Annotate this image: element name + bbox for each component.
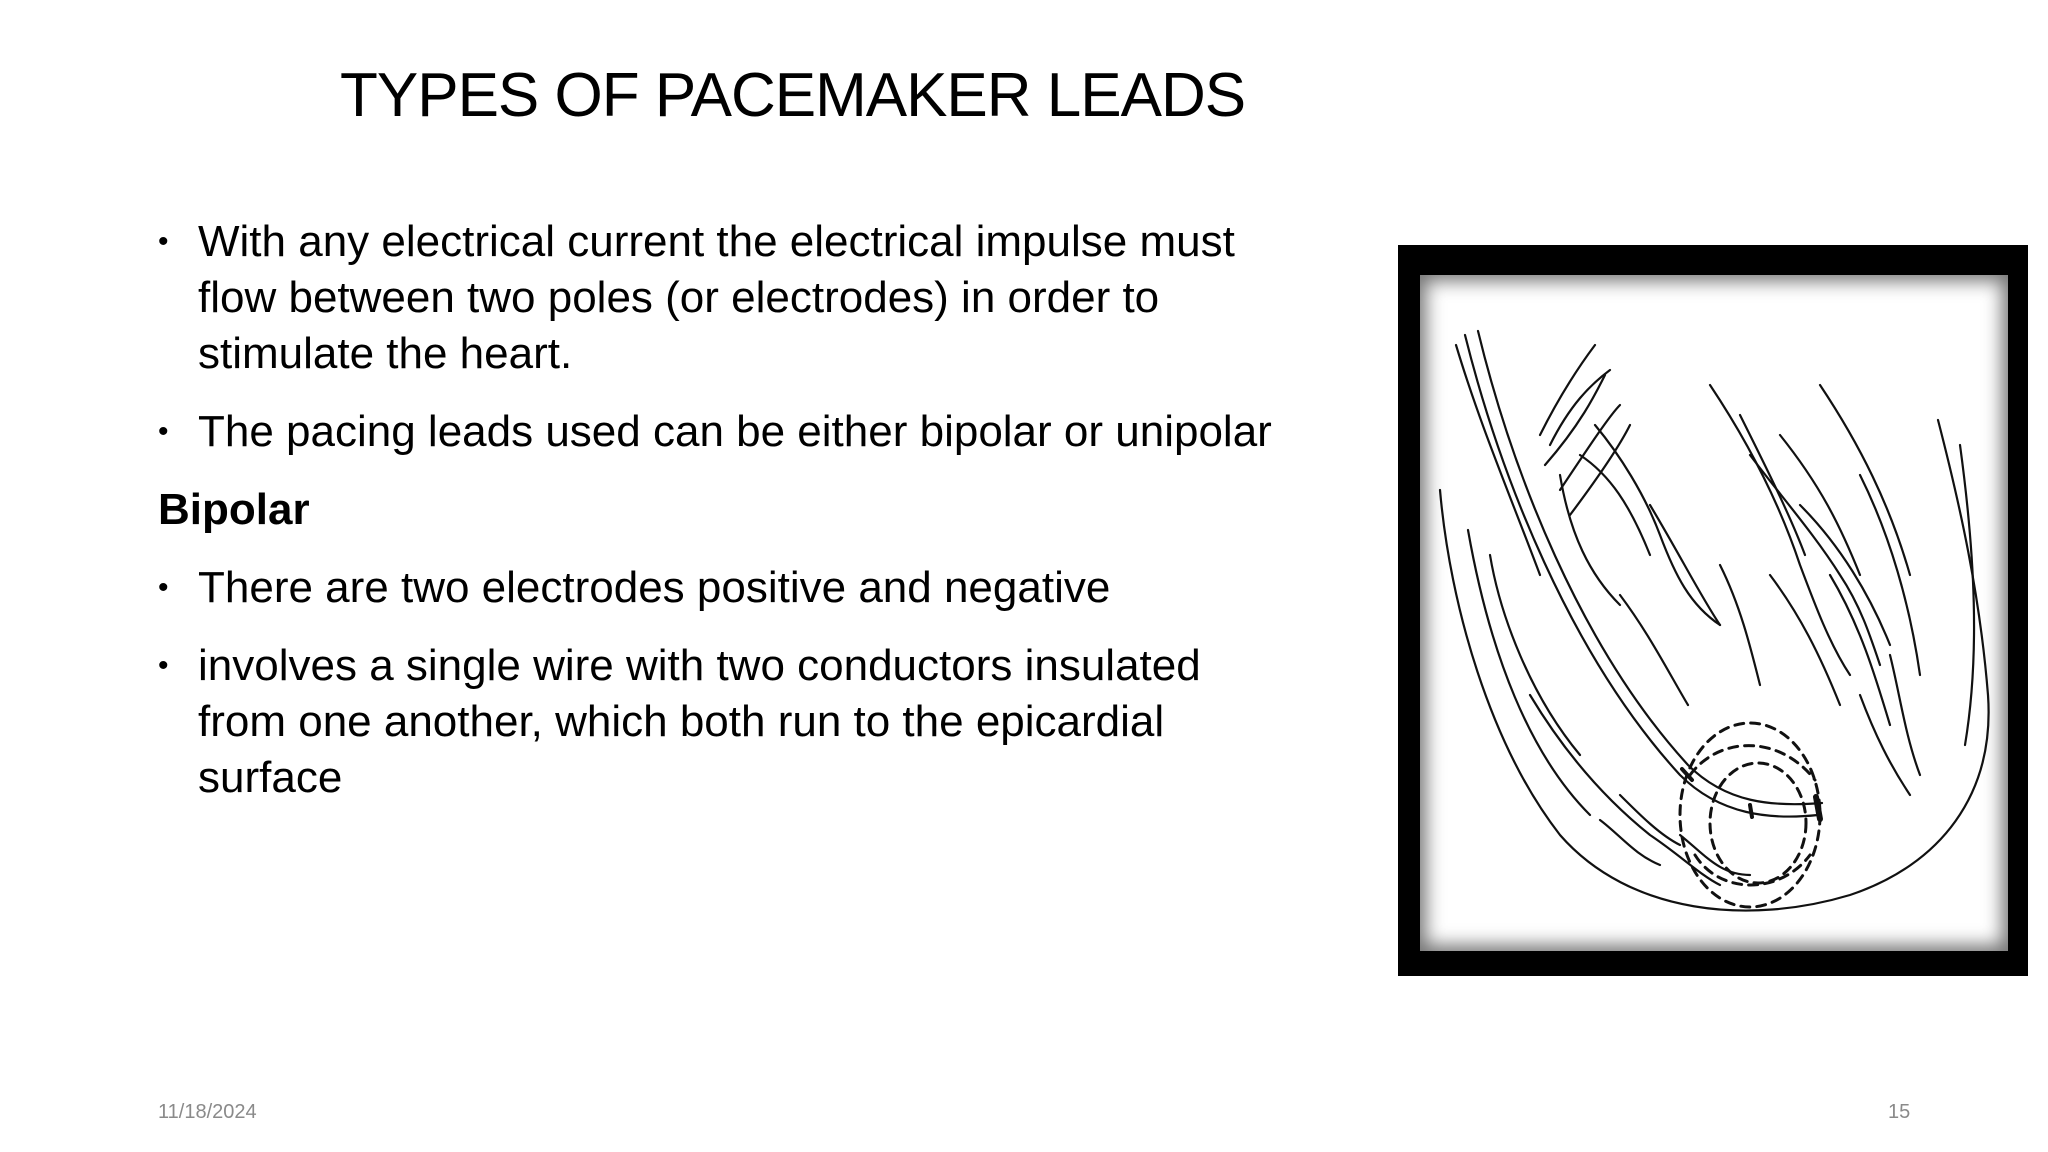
bullet-text: With any electrical current the electrical impulse must flow between two poles (or electrodes) in order to stimulate the heart. — [198, 217, 1235, 378]
bullet-text: involves a single wire with two conductors insulated from one another, which both run to the epicardial surface — [198, 641, 1201, 802]
bullet-item — [158, 404, 1298, 460]
bullet-icon: • — [158, 571, 169, 604]
bullet-icon: • — [158, 415, 169, 448]
bipolar-lead-in-heart-illustration-icon — [1420, 275, 2008, 951]
bullet-item — [158, 214, 1298, 382]
slide-title: TYPES OF PACEMAKER LEADS — [340, 61, 1246, 130]
lead-illustration-frame — [1398, 245, 2028, 976]
slide-body — [158, 214, 1298, 828]
bullet-icon: • — [158, 225, 169, 258]
bullet-text: The pacing leads used can be either bipolar or unipolar — [198, 407, 1272, 456]
bullet-text: There are two electrodes positive and negative — [198, 563, 1111, 612]
bullet-item — [158, 560, 1298, 616]
bullet-icon: • — [158, 649, 169, 682]
slide-number: 15 — [1888, 1101, 1911, 1123]
footer-date: 11/18/2024 — [158, 1101, 257, 1123]
bullet-item — [158, 638, 1298, 806]
lead-illustration — [1420, 275, 2008, 951]
section-heading: Bipolar — [158, 485, 310, 534]
